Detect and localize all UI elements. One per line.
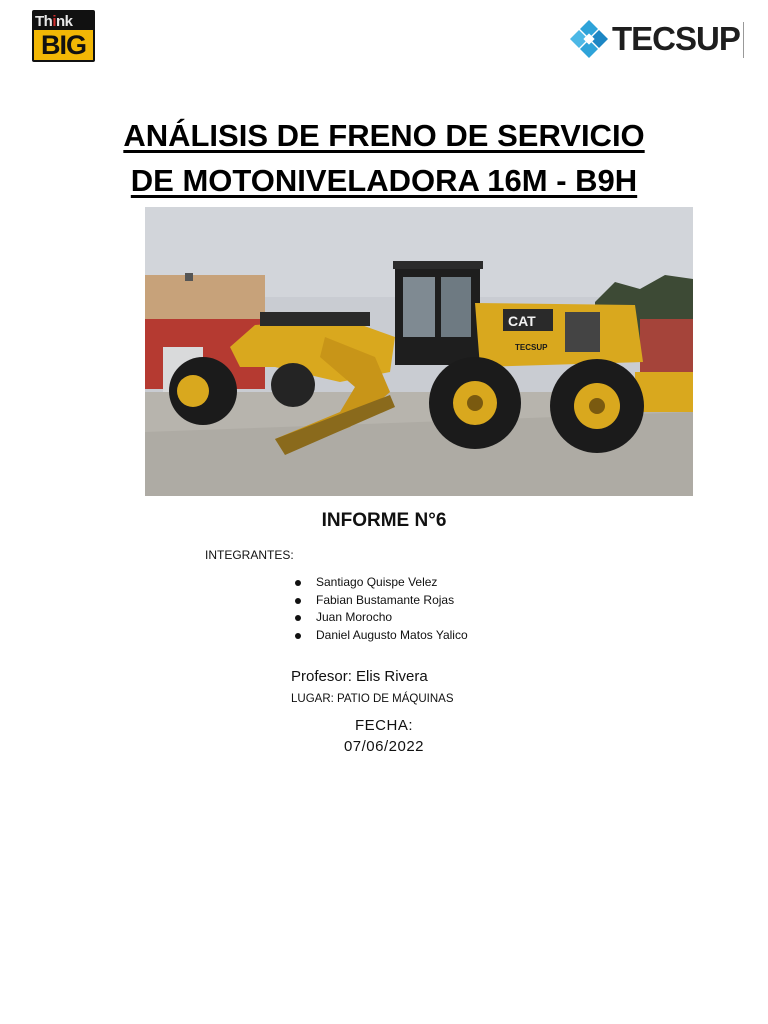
logo-divider <box>743 22 744 58</box>
date-value: 07/06/2022 <box>343 738 425 755</box>
professor-name: Profesor: Elis Rivera <box>291 668 428 685</box>
members-label: INTEGRANTES: <box>205 548 294 562</box>
list-item: Santiago Quispe Velez <box>293 574 468 592</box>
document-title-line-2: DE MOTONIVELADORA 16M - B9H <box>130 163 638 198</box>
motor-grader-photo <box>145 207 693 496</box>
date-label: FECHA: <box>354 717 413 734</box>
tecsup-emblem-icon <box>568 18 610 60</box>
think-big-logo-bottom: BIG <box>34 30 93 60</box>
members-list <box>293 574 468 644</box>
list-item: Fabian Bustamante Rojas <box>293 592 468 610</box>
tecsup-decal: TECSUP <box>515 343 548 352</box>
place-label: LUGAR: PATIO DE MÁQUINAS <box>291 693 454 705</box>
report-number: INFORME N°6 <box>321 510 447 531</box>
list-item: Juan Morocho <box>293 609 468 627</box>
tecsup-logo <box>568 18 746 60</box>
cat-decal: CAT <box>508 313 536 329</box>
think-big-logo-top: Think <box>35 13 73 30</box>
tecsup-wordmark: TECSUP <box>612 20 740 57</box>
think-big-logo <box>32 10 95 62</box>
document-title-line-1: ANÁLISIS DE FRENO DE SERVICIO <box>123 118 645 153</box>
list-item: Daniel Augusto Matos Yalico <box>293 627 468 645</box>
